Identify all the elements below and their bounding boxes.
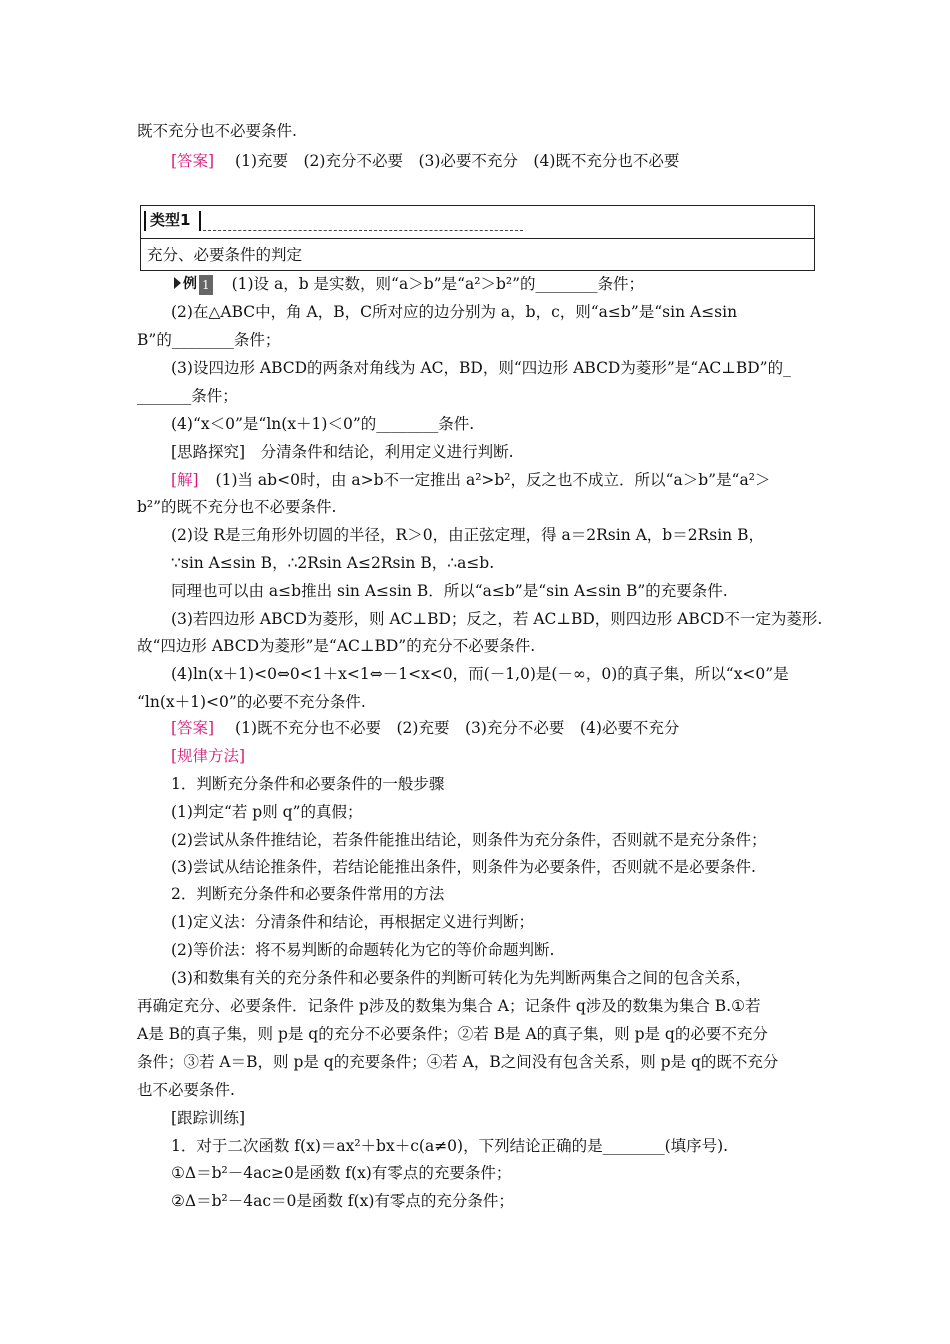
- example-line: [174, 274, 644, 295]
- text-line: 既不充分也不必要条件.: [137, 122, 297, 140]
- rule-text: (1)判定“若 p则 q”的真假；: [171, 803, 363, 821]
- divider: [199, 211, 201, 231]
- track-tag: [跟踪训练]: [171, 1109, 246, 1127]
- exercise-text: 1．对于二次函数 f(x)＝ax²＋bx＋c(a≠0)，下列结论正确的是________(填序号).: [171, 1137, 729, 1155]
- question-text: (2)在△ABC中，角 A，B，C所对应的边分别为 a，b，c，则“a≤b”是“sin A≤sin: [171, 303, 738, 321]
- solution-text: (1)当 ab<0时，由 a>b不一定推出 a²>b²，反之也不成立．所以“a＞b”是“a²＞: [215, 471, 771, 489]
- section-box-header: [141, 206, 814, 239]
- answer-text: (1)既不充分也不必要 (2)充要 (3)充分不必要 (4)必要不充分: [235, 719, 680, 737]
- exercise-text: ②Δ＝b²－4ac＝0是函数 f(x)有零点的充分条件；: [171, 1192, 514, 1210]
- question-text: (1)设 a，b 是实数，则“a＞b”是“a²＞b²”的________条件；: [231, 275, 645, 293]
- solution-text: 同理也可以由 a≤b推出 sin A≤sin B．所以“a≤b”是“sin A≤sin B”的充要条件.: [171, 582, 728, 600]
- answer-text: (1)充要 (2)充分不必要 (3)必要不充分 (4)既不充分也不必要: [235, 152, 680, 170]
- triangle-icon: [174, 277, 181, 289]
- rule-text: 再确定充分、必要条件．记条件 p涉及的数集为集合 A；记条件 q涉及的数集为集合 B.①若: [137, 997, 761, 1015]
- section-subtitle: 充分、必要条件的判定: [147, 246, 303, 264]
- solution-line: [171, 470, 770, 490]
- answer-tag: [答案]: [171, 719, 215, 737]
- think-line: [思路探究] 分清条件和结论，利用定义进行判断.: [171, 443, 514, 461]
- example-number: 1: [199, 275, 213, 295]
- exercise-text: ①Δ＝b²－4ac≥0是函数 f(x)有零点的充要条件；: [171, 1164, 512, 1182]
- solution-text: 故“四边形 ABCD为菱形”是“AC⊥BD”的充分不必要条件.: [137, 637, 536, 655]
- rule-text: (2)尝试从条件推结论，若条件能推出结论，则条件为充分条件，否则就不是充分条件；: [171, 831, 767, 849]
- solution-text: “ln(x＋1)<0”的必要不充分条件.: [137, 693, 366, 711]
- section-title: 类型1: [150, 211, 191, 229]
- divider: [144, 211, 146, 231]
- rule-text: 条件；③若 A＝B，则 p是 q的充要条件；④若 A，B之间没有包含关系，则 p是 q的既不充分: [137, 1053, 779, 1071]
- rule-text: (3)尝试从结论推条件，若结论能推出条件，则条件为必要条件，否则就不是必要条件.: [171, 858, 756, 876]
- question-text: _______条件；: [137, 387, 238, 405]
- solution-text: (4)ln(x＋1)<0⇔0<1＋x<1⇔－1<x<0，而(－1,0)是(－∞，0)的真子集，所以“x<0”是: [171, 665, 789, 683]
- solution-text: b²”的既不充分也不必要条件.: [137, 498, 337, 516]
- solution-text: ∵sin A≤sin B，∴2Rsin A≤2Rsin B，∴a≤b.: [171, 554, 495, 572]
- rule-text: (3)和数集有关的充分条件和必要条件的判断可转化为先判断两集合之间的包含关系，: [171, 969, 751, 987]
- divider: [203, 230, 523, 231]
- rule-text: A是 B的真子集，则 p是 q的充分不必要条件；②若 B是 A的真子集，则 p是 q的必要不充分: [137, 1025, 768, 1043]
- solution-tag: [解]: [171, 471, 199, 489]
- answer-line: [171, 718, 679, 738]
- section-box: [140, 205, 815, 271]
- rule-text: 也不必要条件.: [137, 1081, 235, 1099]
- answer-line: [171, 151, 679, 171]
- rule-text: 1．判断充分条件和必要条件的一般步骤: [171, 775, 445, 793]
- rule-text: 2．判断充分条件和必要条件常用的方法: [171, 885, 445, 903]
- answer-tag: [答案]: [171, 152, 215, 170]
- solution-text: (3)若四边形 ABCD为菱形，则 AC⊥BD；反之，若 AC⊥BD，则四边形 ABCD不一定为菱形.: [171, 610, 823, 628]
- question-text: B”的________条件；: [137, 331, 281, 349]
- rule-text: (1)定义法：分清条件和结论，再根据定义进行判断；: [171, 913, 534, 931]
- rule-tag: [规律方法]: [171, 747, 246, 765]
- example-label: 例: [183, 276, 197, 292]
- question-text: (4)“x＜0”是“ln(x＋1)＜0”的________条件.: [171, 415, 475, 433]
- solution-text: (2)设 R是三角形外切圆的半径，R＞0，由正弦定理，得 a＝2Rsin A，b＝2Rsin B，: [171, 526, 764, 544]
- rule-text: (2)等价法：将不易判断的命题转化为它的等价命题判断.: [171, 941, 555, 959]
- question-text: (3)设四边形 ABCD的两条对角线为 AC，BD，则“四边形 ABCD为菱形”是“AC⊥BD”的_: [171, 359, 791, 377]
